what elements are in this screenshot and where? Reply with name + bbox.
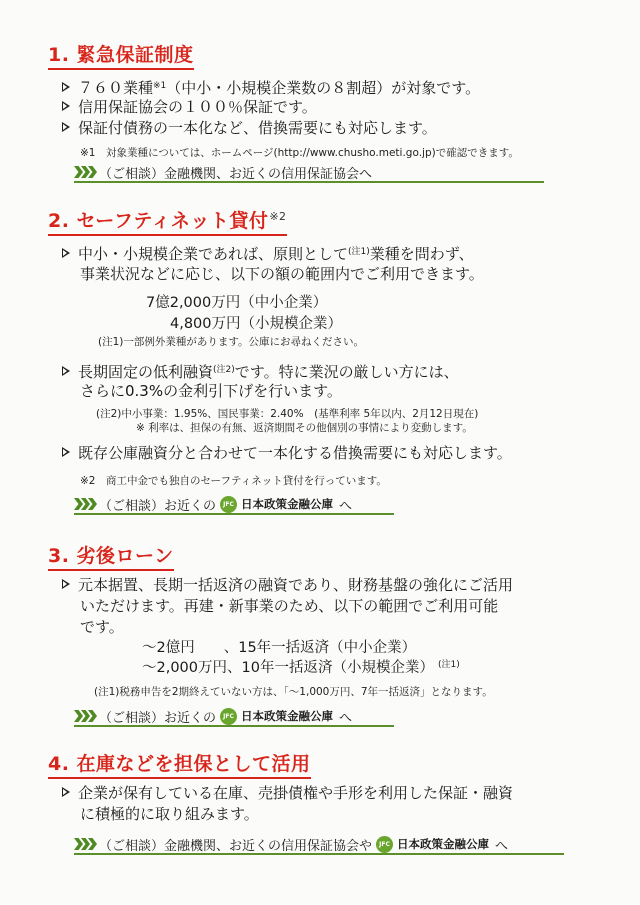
s3-b1-text: 元本据置、長期一括返済の融資であり、財務基盤の強化にご活用: [78, 576, 514, 594]
s2-b1-line-2: 事業状況などに応じ、以下の額の範囲内でご利用できます。: [80, 265, 484, 283]
s1-note: ※1 対象業種については、ホームページ(http://www.chusho.meti.go.jp)で確認できます。: [80, 147, 519, 159]
s3-consult-post: へ: [339, 710, 353, 726]
chevron-arrows-icon: [74, 166, 95, 178]
bullet-arrow-icon: [62, 82, 70, 92]
s2-bullet-1: [62, 242, 474, 265]
s4-consult-bar: [74, 835, 564, 855]
s4-b1-text: 企業が保有している在庫、売掛債権や手形を利用した保証・融資: [78, 784, 514, 802]
bullet-arrow-icon: [62, 101, 70, 111]
s1-bullet-2: [62, 97, 317, 118]
s3-consult-text: （ご相談）お近くの: [99, 710, 217, 726]
s2-b1-sup: (注1): [348, 247, 370, 257]
section-3-title: 3. 劣後ローン: [48, 541, 174, 571]
s1-b1-text-post: （中小・小規模企業数の８割超）が対象です。: [166, 79, 481, 97]
bullet-arrow-icon: [62, 248, 70, 258]
s2-consult-bar: [74, 495, 394, 515]
s2-bullet-2: [62, 360, 459, 383]
s3-amount-1: ～2億円 、15年一括返済（中小企業）: [142, 640, 417, 656]
s3-amount-2-sup: (注1): [437, 660, 460, 670]
section-1-title: 1. 緊急保証制度: [48, 40, 194, 70]
s2-b1-text: 中小・小規模企業であれば、原則として: [78, 245, 349, 263]
s2-b2-text: 長期固定の低利融資: [78, 363, 214, 381]
section-4-title: 4. 在庫などを担保として活用: [48, 749, 311, 779]
s2-title-sup: ※2: [269, 209, 287, 223]
section-2-title: [48, 206, 287, 236]
s4-consult-post: へ: [495, 838, 509, 854]
s2-consult-text: （ご相談）お近くの: [99, 498, 217, 514]
s3-note: (注1)税務申告を2期終えていない方は、「～1,000万円、7年一括返済」となります。: [94, 686, 493, 698]
s1-b1-sup: ※1: [153, 81, 167, 91]
s2-b2-text-post: です。特に業況の厳しい方には、: [234, 363, 459, 381]
bullet-arrow-icon: [62, 122, 70, 132]
jfc-logo-icon: JFC: [376, 836, 393, 853]
s2-note-1: (注1)一部例外業種があります。公庫にお尋ねください。: [98, 336, 365, 348]
s2-jfc-name: 日本政策金融公庫: [241, 497, 334, 511]
s3-bullet-1: [62, 575, 513, 596]
s4-b1-line-2: に積極的に取り組みます。: [80, 805, 259, 823]
s2-amount-2: 4,800万円（小規模企業）: [170, 316, 343, 332]
s1-bullet-3: [62, 118, 437, 139]
s3-amount-2: [142, 656, 460, 677]
s4-consult-text: （ご相談）金融機関、お近くの信用保証協会や: [99, 838, 373, 854]
s3-jfc-name: 日本政策金融公庫: [241, 709, 334, 723]
jfc-logo-icon: JFC: [220, 708, 237, 725]
chevron-arrows-icon: [74, 498, 95, 510]
s1-b1-text: ７６０業種: [78, 79, 154, 97]
s1-b3-text: 保証付債務の一本化など、借換需要にも対応します。: [78, 119, 437, 137]
s2-note-3: ※2 商工中金でも独自のセーフティネット貸付を行っています。: [80, 475, 387, 487]
s3-b1-line-3: です。: [80, 618, 124, 636]
s2-amount-1: 7億2,000万円（中小企業）: [146, 295, 328, 311]
s2-b1-text-post: 業種を問わず、: [369, 245, 474, 263]
s2-title-text: 2. セーフティネット貸付: [48, 210, 269, 232]
s3-b1-line-2: いただけます。再建・新事業のため、以下の範囲でご利用可能: [80, 597, 499, 615]
s2-note-2a: (注2)中小事業：1.95%、国民事業：2.40% (基準利率 5年以内、2月12日現在): [96, 408, 479, 420]
s4-jfc-name: 日本政策金融公庫: [397, 837, 490, 851]
s3-consult-bar: [74, 707, 394, 727]
s1-consult-bar: [74, 163, 544, 183]
s2-note-2b: ※ 利率は、担保の有無、返済期間その他個別の事情により変動します。: [136, 422, 473, 434]
chevron-arrows-icon: [74, 710, 95, 722]
bullet-arrow-icon: [62, 447, 70, 457]
s2-b2-line-2: さらに0.3%の金利引下げを行います。: [80, 382, 342, 400]
s2-b2-sup: (注2): [213, 365, 235, 375]
bullet-arrow-icon: [62, 787, 70, 797]
jfc-logo-icon: JFC: [220, 496, 237, 513]
s3-amount-2-text: ～2,000万円、10年一括返済（小規模企業）: [142, 660, 434, 676]
s1-b2-text: 信用保証協会の１００％保証です。: [78, 98, 317, 116]
bullet-arrow-icon: [62, 366, 70, 376]
s1-consult-text: （ご相談）金融機関、お近くの信用保証協会へ: [99, 166, 373, 182]
s2-b3-text: 既存公庫融資分と合わせて一本化する借換需要にも対応します。: [78, 444, 512, 462]
chevron-arrows-icon: [74, 838, 95, 850]
s4-bullet-1: [62, 783, 513, 804]
s1-bullet-1: [62, 76, 480, 99]
s2-consult-post: へ: [339, 498, 353, 514]
s2-bullet-3: [62, 443, 512, 464]
bullet-arrow-icon: [62, 579, 70, 589]
